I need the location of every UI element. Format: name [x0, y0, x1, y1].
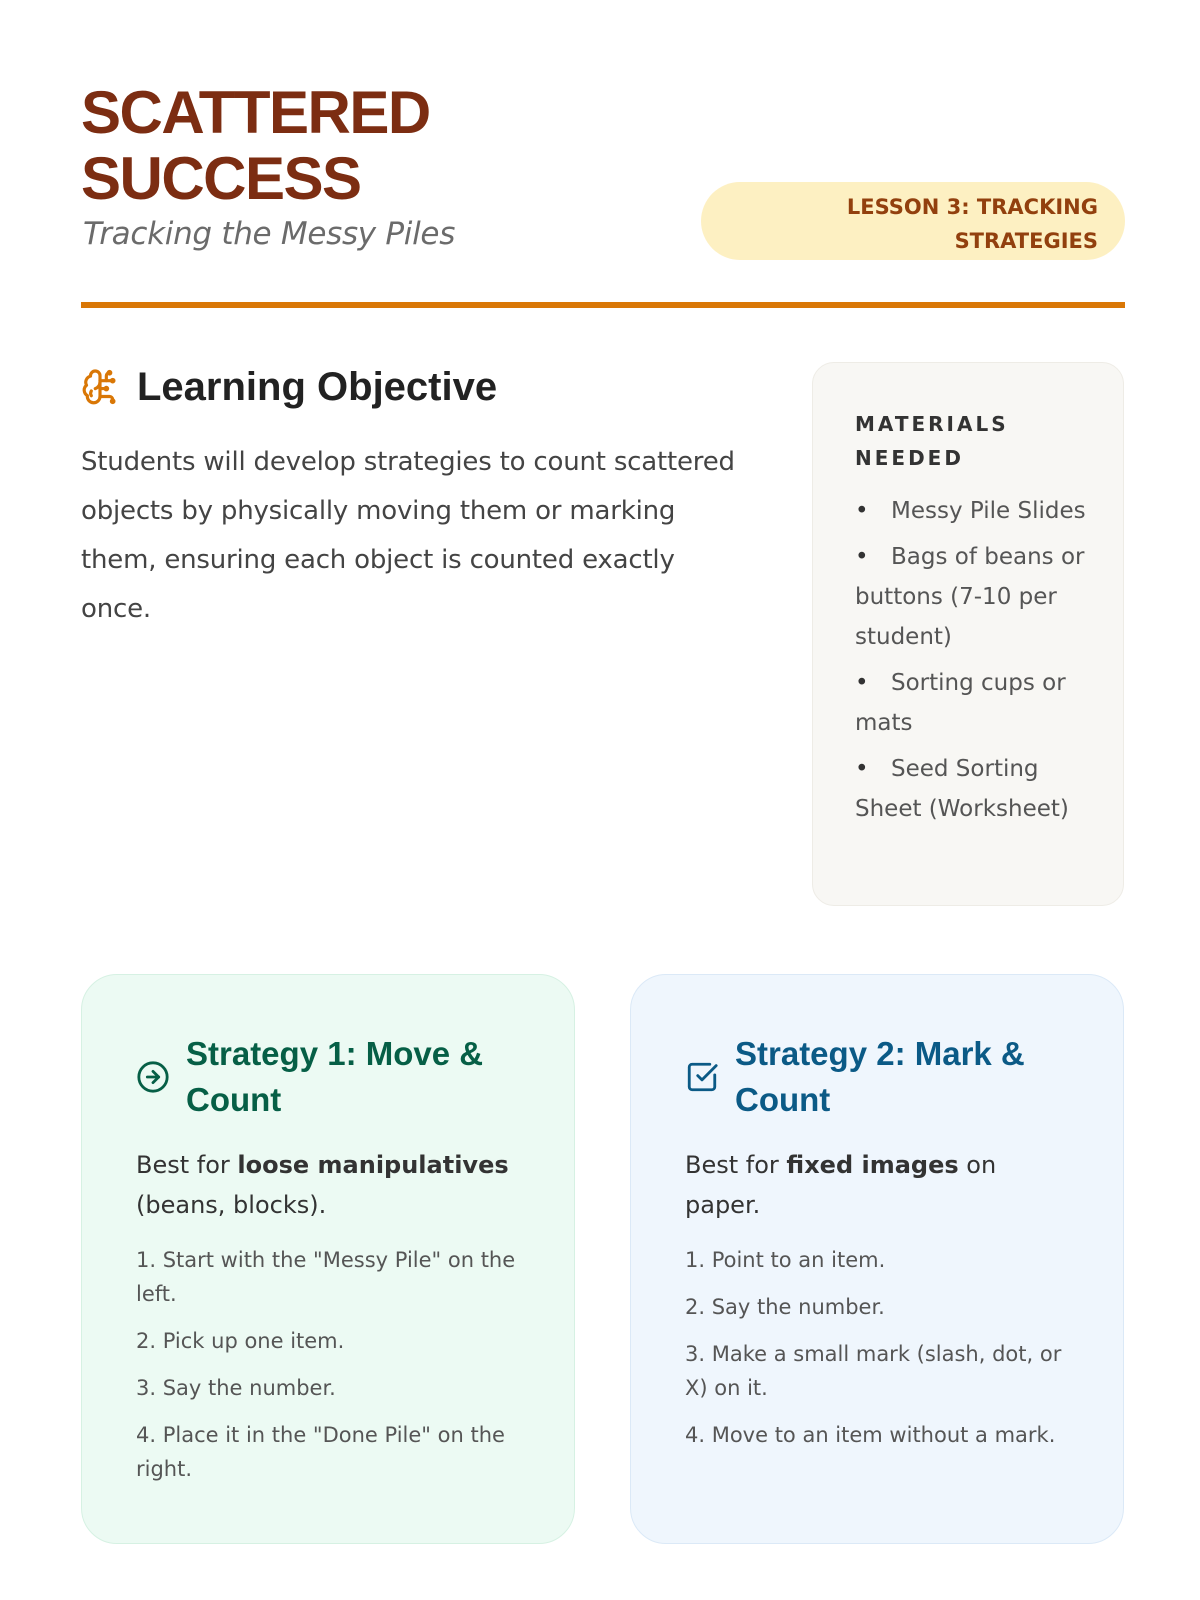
strategy-1-title: Strategy 1: Move & Count [186, 1035, 484, 1118]
materials-list [855, 491, 1095, 829]
step-item: 3. Say the number. [136, 1376, 336, 1400]
lesson-badge-line-1: LESSON 3: TRACKING [846, 195, 1098, 219]
strategy-2-card [630, 974, 1124, 1544]
materials-item: • Bags of beans or buttons (7-10 per student) [855, 544, 1085, 650]
step-item: 1. Point to an item. [685, 1248, 886, 1272]
objective-text: Students will develop strategies to count scattered objects by physically moving them or marking them, ensuring each object is counted exactly once. [81, 447, 735, 624]
strategy-2-steps [685, 1243, 1073, 1452]
strategy-2-intro: Best for fixed images on paper. [685, 1151, 997, 1219]
materials-panel [812, 362, 1124, 906]
strategy-1-steps [136, 1243, 524, 1486]
strategy-2-title: Strategy 2: Mark & Count [735, 1035, 1025, 1118]
step-item: 3. Make a small mark (slash, dot, or X) on it. [685, 1342, 1062, 1400]
title-line-1: SCATTERED [81, 79, 430, 146]
materials-title: MATERIALS NEEDED [855, 412, 1009, 470]
arrow-circle-right-icon [136, 1060, 170, 1094]
step-item: 4. Move to an item without a mark. [685, 1423, 1056, 1447]
materials-item: • Sorting cups or mats [855, 670, 1066, 736]
lesson-badge-line-2: STRATEGIES [954, 229, 1098, 253]
learning-objective-section [81, 362, 741, 634]
header-divider [81, 302, 1125, 308]
brain-icon [81, 368, 119, 406]
lesson-badge [701, 182, 1125, 260]
materials-item: • Messy Pile Slides [855, 498, 1086, 524]
strategy-1-intro: Best for loose manipulatives (beans, blocks). [136, 1151, 509, 1219]
checkbox-icon [685, 1060, 719, 1094]
step-item: 1. Start with the "Messy Pile" on the left. [136, 1248, 516, 1306]
step-item: 4. Place it in the "Done Pile" on the right. [136, 1423, 505, 1481]
step-item: 2. Say the number. [685, 1295, 885, 1319]
step-item: 2. Pick up one item. [136, 1329, 345, 1353]
strategy-1-card [81, 974, 575, 1544]
objective-title: Learning Objective [137, 364, 498, 409]
page-title [81, 80, 430, 212]
materials-item: • Seed Sorting Sheet (Worksheet) [855, 756, 1069, 822]
page-subtitle: Tracking the Messy Piles [83, 216, 456, 252]
title-line-2: SUCCESS [81, 145, 361, 212]
lesson-header [81, 0, 1125, 310]
